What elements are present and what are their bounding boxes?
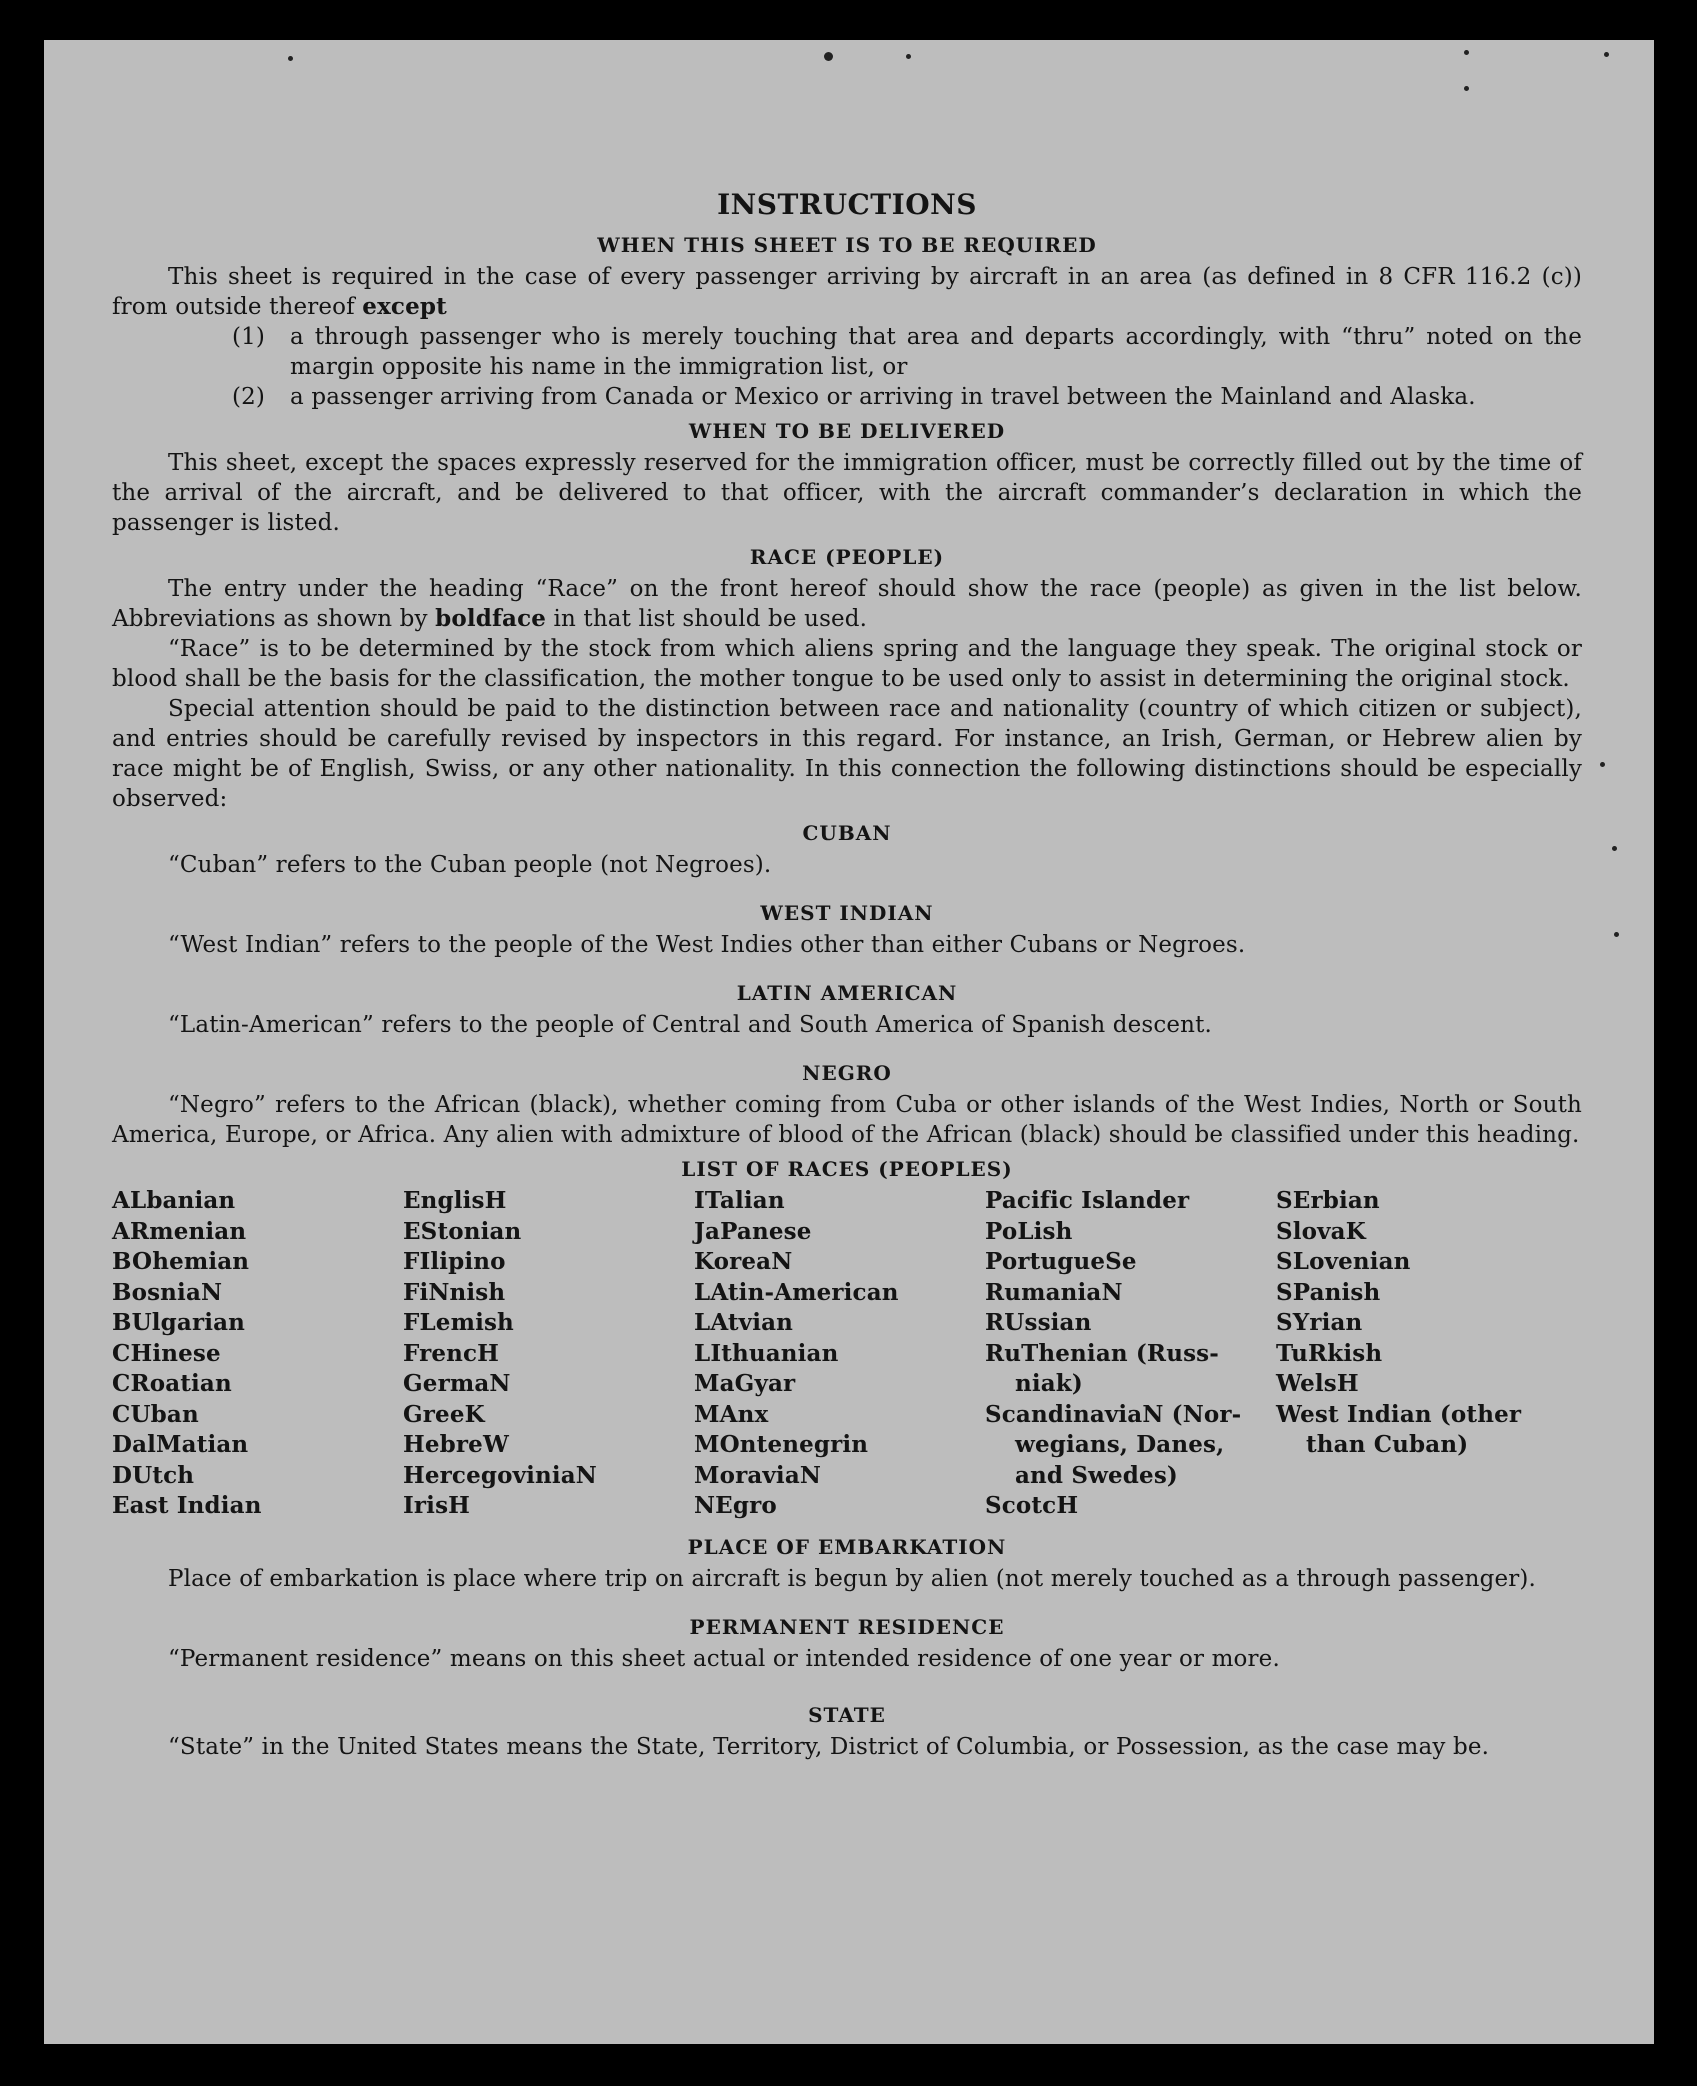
race-entry: LAtin-American [694,1278,899,1306]
race-entry: East Indian [112,1492,262,1519]
race-entry: NEgro [694,1492,777,1519]
race-entry: WelsH [1276,1370,1359,1397]
speck [906,54,911,59]
section-heading-negro: NEGRO [802,1061,892,1085]
race-entry: PoLish [985,1217,1073,1245]
race-entry: than Cuban) [1306,1431,1469,1458]
document-sheet [44,40,1654,2044]
race-entry: FLemish [403,1309,514,1336]
race-entry: MoraviaN [694,1461,822,1489]
paragraph-delivered: This sheet, except the spaces expressly reserved for the immigration officer, must be correctly filled out by the time of the arrival of the aircraft, and be delivered to that officer, with the aircraft commander’s declaration in which the passenger is listed. [112,450,1582,536]
list-item [232,322,1582,382]
section-heading-cuban: CUBAN [802,821,892,845]
race-entry: ITalian [694,1187,785,1214]
speck [1604,52,1609,57]
race-entry: GermaN [403,1370,511,1397]
race-entry: West Indian (other [1276,1400,1522,1428]
paragraph-negro: “Negro” refers to the African (black), whether coming from Cuba or other islands of the West Indies, North or South America, Europe, or Africa. Any alien with admixture of blood of the African (black) should be classified under this heading. [112,1092,1582,1148]
race-entry: DalMatian [112,1431,249,1458]
race-entry: ARmenian [112,1217,247,1245]
race-entry: TuRkish [1276,1339,1383,1367]
race-entry: HercegoviniaN [403,1461,597,1489]
race-entry: FiNnish [403,1278,506,1306]
race-column [985,1186,1276,1522]
race-entry: and Swedes) [1015,1461,1178,1489]
race-column [403,1186,694,1522]
spacer [112,880,1582,894]
section-heading-required: WHEN THIS SHEET IS TO BE REQUIRED [597,233,1097,257]
race-entry: HebreW [403,1431,509,1458]
section-heading-west-indian: WEST INDIAN [760,901,934,925]
race-entry: BUlgarian [112,1309,246,1336]
speck [1600,762,1605,767]
paragraph-latin: “Latin-American” refers to the people of Central and South America of Spanish descent. [168,1012,1212,1038]
spacer [112,960,1582,974]
race-entry: SPanish [1276,1278,1381,1306]
race-entry: GreeK [403,1400,485,1428]
speck [1612,846,1617,851]
race-entry: RumaniaN [985,1278,1123,1306]
spacer [112,1040,1582,1054]
paragraph-residence: “Permanent residence” means on this sheet actual or intended residence of one year or more. [168,1645,1280,1672]
race-column [112,1186,403,1522]
race-entry: wegians, Danes, [1015,1431,1225,1458]
speck [1614,932,1619,937]
paragraph-bold-text: except [362,293,447,320]
race-entry: niak) [1015,1370,1083,1397]
speck [288,56,293,61]
race-entry: SErbian [1276,1187,1380,1214]
races-list [112,1186,1582,1522]
race-entry: MOntenegrin [694,1431,869,1458]
paragraph-state: “State” in the United States means the State, Territory, District of Columbia, or Possession, as the case may be. [168,1733,1490,1760]
list-item-number: (2) [232,384,266,410]
paragraph-cuban: “Cuban” refers to the Cuban people (not Negroes). [168,852,772,878]
race-entry: EStonian [403,1217,522,1245]
paragraph-race-3: Special attention should be paid to the distinction between race and nationality (country of which citizen or subject), and entries should be carefully revised by inspectors in this regard. For instance, an Irish, German, or Hebrew alien by race might be of English, Swiss, or any other nationality. In this connection the following distinctions should be especially observed: [112,696,1582,812]
race-entry: ScandinaviaN (Nor- [985,1400,1242,1428]
list-item-number: (1) [232,324,266,350]
race-entry: JaPanese [694,1217,812,1245]
race-entry: EnglisH [403,1187,507,1214]
section-heading-list: LIST OF RACES (PEOPLES) [681,1157,1013,1181]
race-entry: FrencH [403,1339,500,1367]
paragraph-west-indian: “West Indian” refers to the people of the West Indies other than either Cubans or Negroes. [168,932,1246,958]
section-heading-state: STATE [808,1702,886,1727]
race-entry: LIthuanian [694,1339,839,1367]
list-item-text: a passenger arriving from Canada or Mexico or arriving in travel between the Mainland and Alaska. [290,384,1476,410]
paragraph-required [112,262,1582,322]
race-entry: DUtch [112,1461,195,1489]
paragraph-embarkation: Place of embarkation is place where trip on aircraft is begun by alien (not merely touched as a through passenger). [168,1565,1537,1592]
race-entry: CUban [112,1400,199,1428]
race-column [1276,1186,1567,1522]
race-entry: MAnx [694,1400,769,1428]
race-entry: SYrian [1276,1309,1363,1336]
race-entry: CHinese [112,1339,221,1367]
race-entry: RuThenian (Russ- [985,1339,1219,1367]
race-column [694,1186,985,1522]
section-heading-embarkation: PLACE OF EMBARKATION [687,1534,1007,1559]
paragraph-race-1 [112,574,1582,634]
race-entry: Pacific Islander [985,1187,1190,1214]
page-title: INSTRUCTIONS [717,188,977,221]
paragraph-text: The entry under the heading “Race” on the front hereof should show the race (people) as given in the list below. Abbreviations as shown by [112,576,1582,632]
spacer [112,1674,1582,1696]
spacer [112,1594,1582,1608]
paragraph-bold-text: boldface [435,605,547,632]
race-entry: CRoatian [112,1370,232,1397]
race-entry: IrisH [403,1492,471,1519]
race-entry: ScotcH [985,1492,1079,1519]
speck [824,52,833,61]
race-entry: SlovaK [1276,1217,1366,1245]
paragraph-text: This sheet is required in the case of every passenger arriving by aircraft in an area (as defined in 8 CFR 116.2 (c)) from outside thereof [112,264,1582,320]
section-heading-race: RACE (PEOPLE) [749,545,945,569]
paragraph-race-2: “Race” is to be determined by the stock from which aliens spring and the language they speak. The original stock or blood shall be the basis for the classification, the mother tongue to be used only to assist in determining the original stock. [112,636,1582,692]
speck [1464,50,1469,55]
race-entry: KoreaN [694,1248,793,1275]
race-entry: MaGyar [694,1370,796,1397]
race-entry: FIlipino [403,1248,506,1275]
list-item [232,382,1582,412]
list-item-text: a through passenger who is merely touching that area and departs accordingly, with “thru” noted on the margin opposite his name in the immigration list, or [290,324,1582,380]
section-heading-residence: PERMANENT RESIDENCE [689,1614,1005,1639]
race-entry: RUssian [985,1309,1092,1336]
paragraph-text: in that list should be used. [546,606,868,632]
race-entry: BosniaN [112,1278,223,1306]
instructions-content [112,150,1582,1762]
race-entry: ALbanian [112,1187,236,1214]
race-entry: LAtvian [694,1309,794,1336]
section-heading-delivered: WHEN TO BE DELIVERED [688,419,1006,443]
race-entry: BOhemian [112,1248,250,1275]
race-entry: SLovenian [1276,1248,1411,1275]
section-heading-latin: LATIN AMERICAN [736,981,958,1005]
race-entry: PortugueSe [985,1248,1137,1275]
speck [1464,86,1469,91]
